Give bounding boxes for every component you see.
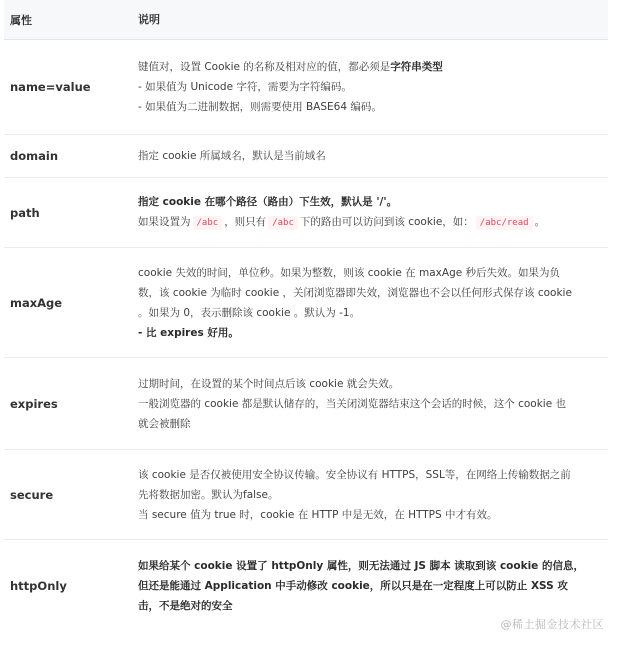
attr-name: secure — [10, 487, 54, 502]
desc-line: 。如果为 0，表示删除该 cookie 。默认为 -1。 — [138, 306, 361, 319]
desc-line: - 比 expires 好用。 — [138, 326, 239, 339]
desc-text: 。 — [534, 216, 546, 228]
attr-desc — [132, 465, 608, 525]
desc-line: 但还是能通过 Application 中手动修改 cookie，所以只是在一定程度上可以防止 XSS 攻 — [138, 580, 568, 592]
desc-line: cookie 失效的时间，单位秒。如果为整数，则该 cookie 在 maxAge 秒后失效。如果为负 — [138, 266, 561, 279]
attr-name: expires — [10, 396, 58, 411]
desc-line: 指定 cookie 所属域名，默认是当前域名 — [138, 150, 326, 162]
table-row-name-value — [4, 40, 608, 135]
desc-text: ，则只有 — [224, 216, 267, 228]
table-row-path — [4, 178, 608, 248]
desc-line: 指定 cookie 在哪个路径（路由）下生效，默认是 '/'。 — [138, 196, 398, 208]
desc-line: 一般浏览器的 cookie 都是默认储存的，当关闭浏览器结束这个会话的时候，这个 cookie 也 — [138, 397, 567, 410]
header-desc: 说明 — [138, 12, 160, 26]
desc-line: - 如果值为 Unicode 字符，需要为字符编码。 — [138, 81, 352, 93]
attr-desc — [132, 374, 608, 434]
desc-line: 如果给某个 cookie 设置了 httpOnly 属性，则无法通过 JS 脚本 读取到该 cookie 的信息， — [138, 560, 584, 572]
desc-line: 先将数据加密。默认为false。 — [138, 488, 279, 501]
desc-line: 当 secure 值为 true 时，cookie 在 HTTP 中是无效，在 HTTPS 中才有效。 — [138, 508, 498, 521]
table-header-row — [4, 0, 608, 40]
cookie-attributes-table — [4, 0, 608, 632]
desc-line: 数，该 cookie 为临时 cookie ，关闭浏览器即失效，浏览器也不会以任何形式保存该 cookie — [138, 286, 572, 299]
desc-text: 如果设置为 — [138, 216, 191, 228]
desc-line: - 如果值为二进制数据，则需要使用 BASE64 编码。 — [138, 101, 382, 113]
inline-code: /abc — [268, 216, 298, 230]
inline-code: /abc/read — [476, 216, 533, 230]
table-row-maxage — [4, 248, 608, 358]
attr-name: domain — [10, 149, 59, 163]
desc-text: 下的路由可以访问到该 cookie，如： — [299, 216, 474, 228]
header-attr: 属性 — [10, 13, 32, 27]
table-row-domain — [4, 135, 608, 178]
attr-desc — [132, 192, 608, 233]
attr-desc — [132, 556, 608, 616]
attr-desc — [132, 57, 608, 117]
watermark: @稀土掘金技术社区 — [500, 618, 604, 631]
table-row-secure — [4, 450, 608, 540]
desc-line: 该 cookie 是否仅被使用安全协议传输。安全协议有 HTTPS，SSL等，在网络上传输数据之前 — [138, 468, 571, 481]
attr-desc — [132, 263, 608, 343]
attr-desc — [132, 146, 608, 166]
desc-line: 就会被删除 — [138, 417, 191, 430]
attr-name: name=value — [10, 80, 91, 94]
desc-text: 键值对，设置 Cookie 的名称及相对应的值，都必须是 — [138, 61, 391, 73]
desc-line — [138, 57, 602, 77]
desc-line — [138, 212, 602, 233]
attr-name: maxAge — [10, 295, 63, 310]
attr-name: httpOnly — [10, 579, 67, 593]
table-row-expires — [4, 358, 608, 450]
desc-line: 过期时间，在设置的某个时间点后该 cookie 就会失效。 — [138, 377, 400, 390]
desc-line: 击，不是绝对的安全 — [138, 600, 233, 612]
desc-bold: 字符串类型 — [390, 61, 443, 73]
inline-code: /abc — [193, 216, 223, 230]
attr-name: path — [10, 205, 40, 220]
